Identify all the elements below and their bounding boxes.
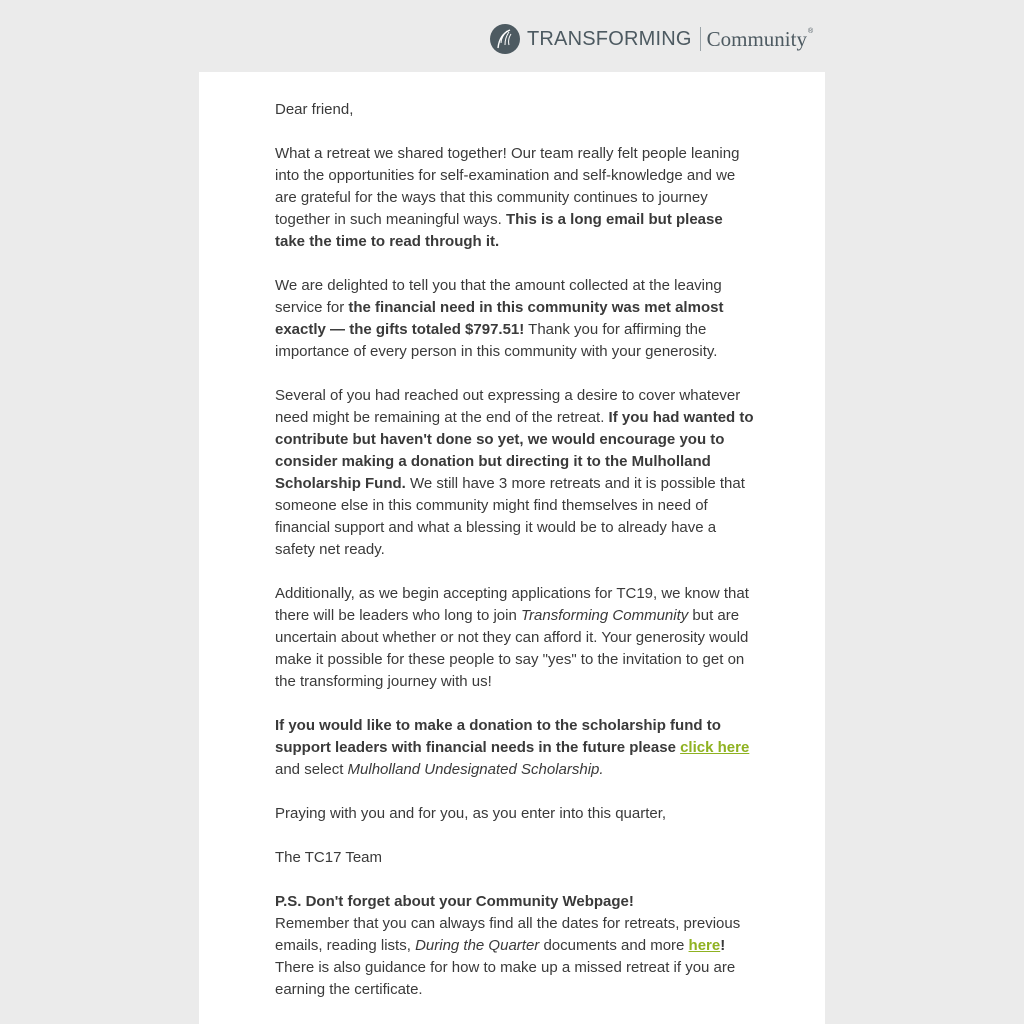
paragraph-bold: If you would like to make a donation to the scholarship fund to support leaders with financial needs in the future please [275,717,721,756]
paragraph-donate [275,715,755,781]
paragraph-bold: This is a long email but please take the time to read through it. [275,211,723,250]
paragraph-financial-need [275,275,755,363]
paragraph-retreat [275,143,755,253]
paragraph-text: but are uncertain about whether or not they can afford it. Your generosity would make it possible for these people to say "yes" to the invitation to get on the transforming journey with us! [275,607,749,690]
paragraph-italic: Transforming Community [520,607,689,624]
feather-logo-icon [490,24,520,54]
paragraph-text: There is also guidance for how to make up a missed retreat if you are earning the certificate. [275,959,736,998]
paragraph-scholarship-fund [275,385,755,561]
ps-heading-text: P.S. Don't forget about your Community Webpage! [275,893,634,910]
paragraph-text: Several of you had reached out expressing a desire to cover whatever need might be remaining at the end of the retreat. [275,387,741,426]
email-card [199,72,825,1024]
greeting [275,99,755,121]
email-body [275,99,755,1023]
ps-paragraph [275,913,755,1001]
paragraph-text: We are delighted to tell you that the amount collected at the leaving service for [275,277,722,316]
paragraph-text: documents and more [539,937,689,954]
registered-mark: ® [807,27,814,35]
exclamation: ! [720,937,726,954]
paragraph-italic: Mulholland Undesignated Scholarship. [347,761,604,778]
paragraph-text: Remember that you can always find all the dates for retreats, previous emails, reading lists, [275,915,741,954]
ps-heading [275,891,755,913]
paragraph-text: We still have 3 more retreats and it is possible that someone else in this community might find themselves in need of financial support and what a blessing it would be to already have a safety net ready. [275,475,745,558]
logo-wordmark-transforming: TRANSFORMING [527,28,692,50]
webpage-here-link[interactable]: here [688,937,721,954]
email-header [0,0,1024,72]
transforming-community-logo[interactable] [490,23,813,55]
click-here-link[interactable]: click here [680,739,750,756]
signature [275,847,755,869]
paragraph-bold: the financial need in this community was met almost exactly — the gifts totaled $797.51! [275,299,724,338]
closing-line [275,803,755,825]
paragraph-text: and select [275,761,348,778]
paragraph-bold: If you had wanted to contribute but haven't done so yet, we would encourage you to consider making a donation but directing it to the Mulholland Scholarship Fund. [275,409,754,492]
paragraph-italic: During the Quarter [415,937,540,954]
logo-divider [700,27,701,51]
greeting-text: Dear friend, [275,101,354,118]
paragraph-text: Additionally, as we begin accepting applications for TC19, we know that there will be leaders who long to join [275,585,749,624]
paragraph-tc19 [275,583,755,693]
signature-text: The TC17 Team [275,849,382,866]
logo-wordmark-community: Community [706,27,807,51]
paragraph-text: Thank you for affirming the importance of every person in this community with your generosity. [275,321,718,360]
closing-text: Praying with you and for you, as you enter into this quarter, [275,805,667,822]
paragraph-text: What a retreat we shared together! Our team really felt people leaning into the opportunities for self-examination and self-knowledge and we are grateful for the ways that this community continues to journey together in such meaningful ways. [275,145,740,228]
